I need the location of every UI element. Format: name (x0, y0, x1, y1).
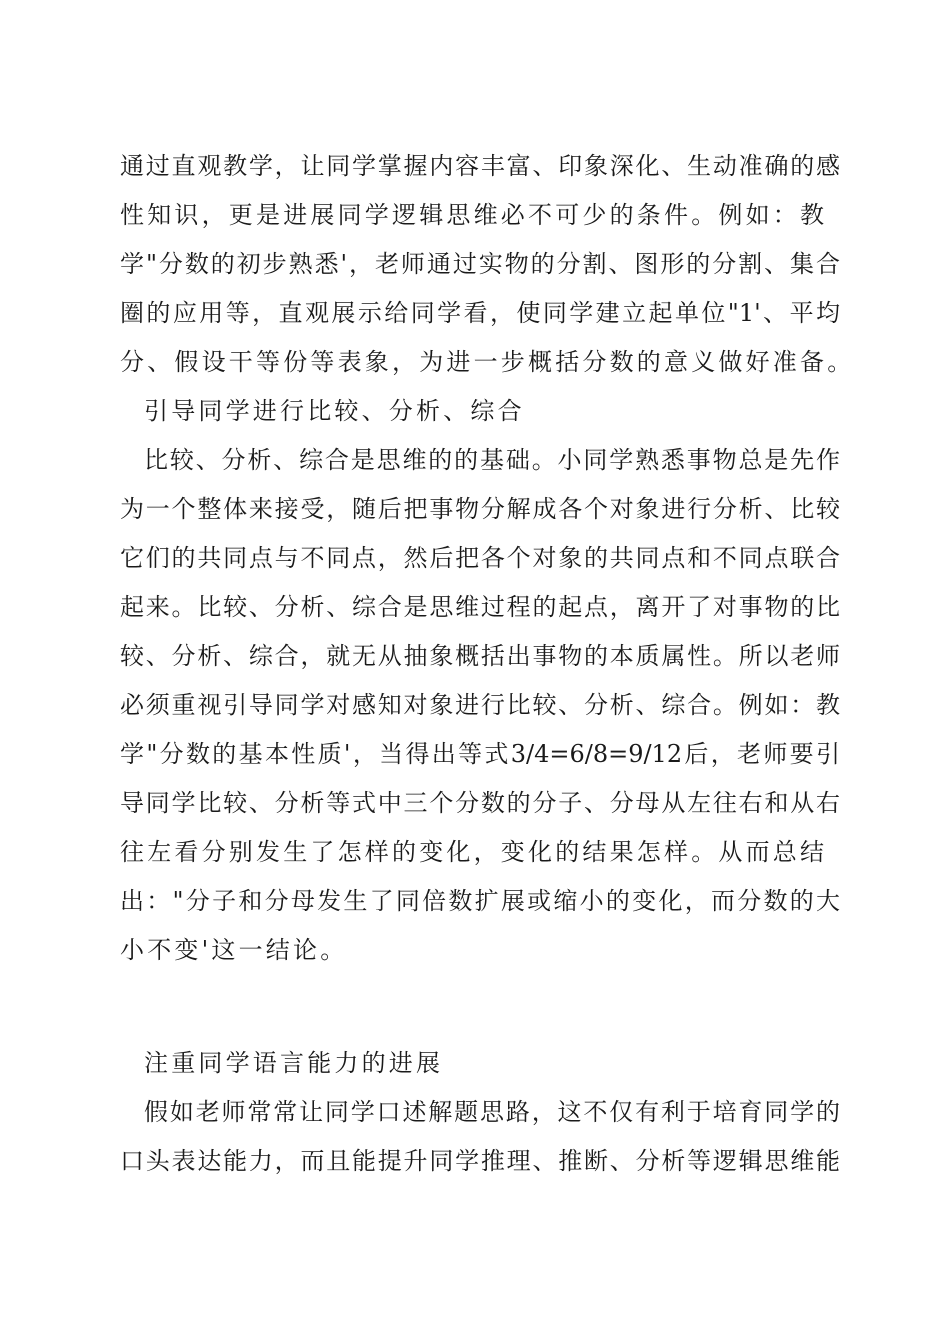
paragraph-line: 它们的共同点与不同点，然后把各个对象的共同点和不同点联合 (120, 544, 840, 572)
paragraph-line: 通过直观教学，让同学掌握内容丰富、印象深化、生动准确的感 (120, 152, 840, 180)
paragraph-line: 较、分析、综合，就无从抽象概括出事物的本质属性。所以老师 (120, 642, 840, 670)
paragraph-line: 为一个整体来接受，随后把事物分解成各个对象进行分析、比较 (120, 495, 840, 523)
section-heading: 引导同学进行比较、分析、综合 (144, 397, 525, 425)
paragraph-line: 往左看分别发生了怎样的变化，变化的结果怎样。从而总结 (120, 838, 828, 866)
paragraph-line: 假如老师常常让同学口述解题思路，这不仅有利于培育同学的 (144, 1098, 840, 1126)
paragraph-line: 出："分子和分母发生了同倍数扩展或缩小的变化，而分数的大 (120, 887, 840, 915)
paragraph-line: 分、假设干等份等表象，为进一步概括分数的意义做好准备。 (120, 348, 855, 376)
paragraph-line: 小不变'这一结论。 (120, 936, 348, 964)
paragraph-line: 比较、分析、综合是思维的的基础。小同学熟悉事物总是先作 (144, 446, 840, 474)
paragraph-line: 圈的应用等，直观展示给同学看，使同学建立起单位"1'、平均 (120, 299, 840, 327)
paragraph-line: 导同学比较、分析等式中三个分数的分子、分母从左往右和从右 (120, 789, 840, 817)
paragraph-line: 学"分数的基本性质'，当得出等式3/4=6/8=9/12后，老师要引 (120, 740, 840, 768)
paragraph-line: 口头表达能力，而且能提升同学推理、推断、分析等逻辑思维能 (120, 1147, 840, 1175)
paragraph-line: 起来。比较、分析、综合是思维过程的起点，离开了对事物的比 (120, 593, 840, 621)
section-heading: 注重同学语言能力的进展 (144, 1049, 444, 1077)
paragraph-line: 学"分数的初步熟悉'，老师通过实物的分割、图形的分割、集合 (120, 250, 840, 278)
paragraph-line: 性知识，更是进展同学逻辑思维必不可少的条件。例如：教 (120, 201, 828, 229)
paragraph-line: 必须重视引导同学对感知对象进行比较、分析、综合。例如：教 (120, 691, 840, 719)
